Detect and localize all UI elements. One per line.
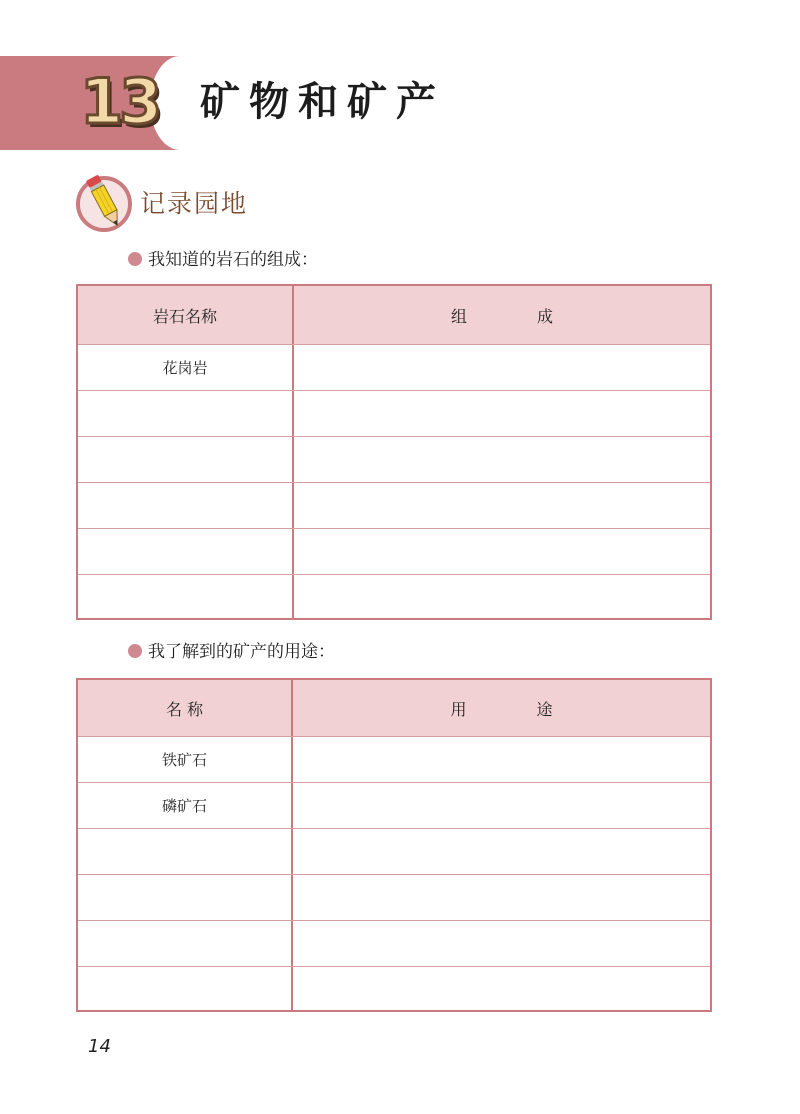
header-use-char-1: 用: [450, 699, 467, 719]
page-number: 14: [88, 1036, 111, 1057]
composition-cell[interactable]: [294, 345, 710, 390]
table-row: [78, 390, 710, 436]
table-row: [78, 528, 710, 574]
bullet-dot-icon: [128, 252, 142, 266]
composition-cell[interactable]: [294, 437, 710, 482]
pencil-icon: [74, 172, 138, 234]
composition-cell[interactable]: [294, 575, 710, 620]
mineral-name-cell[interactable]: [78, 921, 293, 966]
table-row: [78, 782, 710, 828]
bullet-dot-icon: [128, 644, 142, 658]
header-composition-char-1: 组: [450, 306, 467, 326]
rock-name-cell[interactable]: [78, 391, 294, 436]
rock-composition-table: [76, 284, 712, 620]
mineral-use-cell[interactable]: [293, 875, 710, 920]
rock-name-cell[interactable]: [78, 437, 294, 482]
table-row: [78, 736, 710, 782]
table-row: [78, 828, 710, 874]
mineral-use-cell[interactable]: [293, 829, 710, 874]
mineral-name-cell[interactable]: [78, 967, 293, 1012]
rock-name-cell[interactable]: [78, 575, 294, 620]
composition-cell[interactable]: [294, 391, 710, 436]
header-name: 名 称: [78, 680, 293, 736]
mineral-name-cell: 铁矿石: [78, 737, 293, 782]
header-use-char-2: 途: [536, 699, 553, 719]
section-title: 记录园地: [140, 189, 249, 218]
rock-composition-prompt: [128, 248, 318, 272]
mineral-use-table: [76, 678, 712, 1012]
mineral-name-cell: 磷矿石: [78, 783, 293, 828]
mineral-name-cell[interactable]: [78, 829, 293, 874]
rock-name-cell[interactable]: [78, 529, 294, 574]
rock-composition-prompt-text: 我知道的岩石的组成：: [148, 250, 318, 270]
rock-name-cell[interactable]: [78, 483, 294, 528]
mineral-use-cell[interactable]: [293, 921, 710, 966]
composition-cell[interactable]: [294, 529, 710, 574]
mineral-use-prompt: [128, 640, 335, 664]
table-header-row: [78, 286, 710, 344]
lesson-number: 13: [80, 65, 159, 138]
table-row: [78, 920, 710, 966]
rock-name-cell: 花岗岩: [78, 345, 294, 390]
mineral-use-prompt-text: 我了解到的矿产的用途：: [148, 642, 335, 662]
table-row: [78, 966, 710, 1012]
header-use: [293, 680, 710, 736]
mineral-use-cell[interactable]: [293, 967, 710, 1012]
header-composition-char-2: 成: [537, 306, 554, 326]
lesson-title: 矿物和矿产: [200, 79, 445, 125]
table-header-row: [78, 680, 710, 736]
header-composition: [294, 286, 710, 344]
table-row: [78, 344, 710, 390]
mineral-name-cell[interactable]: [78, 875, 293, 920]
table-row: [78, 436, 710, 482]
composition-cell[interactable]: [294, 483, 710, 528]
table-row: [78, 482, 710, 528]
table-row: [78, 874, 710, 920]
mineral-use-cell[interactable]: [293, 783, 710, 828]
mineral-use-cell[interactable]: [293, 737, 710, 782]
table-row: [78, 574, 710, 620]
header-rock-name: 岩石名称: [78, 286, 294, 344]
